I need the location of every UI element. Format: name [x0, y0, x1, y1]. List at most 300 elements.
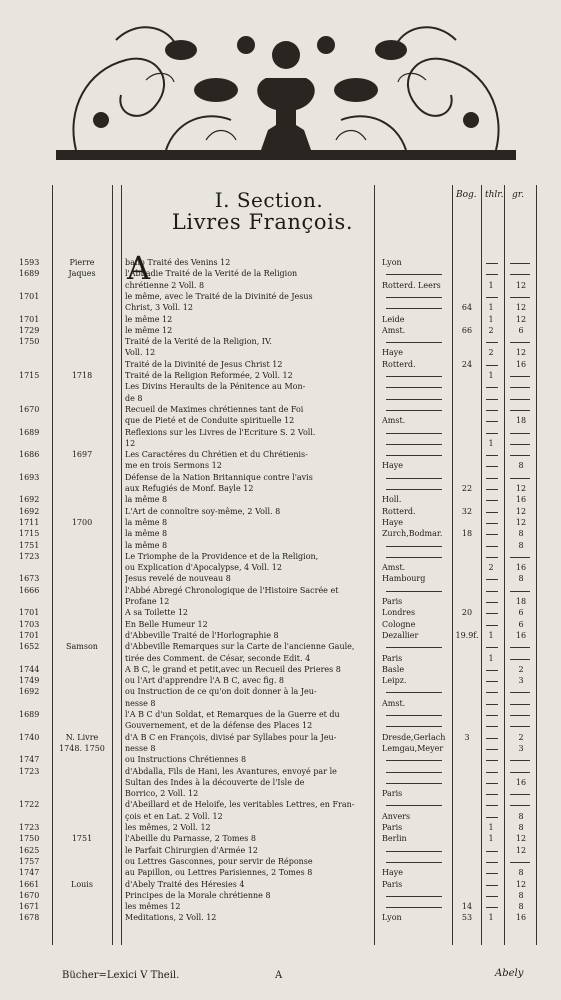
entry-bog: 18: [461, 529, 473, 539]
entry-year: 1652: [19, 642, 40, 652]
entry-gr: 3: [518, 676, 524, 686]
entry-thlr: 1: [488, 438, 494, 448]
entry-year: 1692: [19, 506, 40, 516]
empty-place-rule: [386, 433, 442, 434]
empty-thlr-rule: [486, 873, 498, 874]
entry-title: çois et en Lat. 2 Voll. 12: [125, 811, 223, 821]
entry-title: le Parfait Chirurgien d'Armée 12: [125, 845, 258, 855]
empty-thlr-rule: [486, 546, 498, 547]
entry-year: 1747: [19, 755, 40, 765]
empty-price-rule: [510, 410, 530, 411]
empty-price-rule: [510, 263, 530, 264]
empty-place-rule: [386, 692, 442, 693]
drop-cap: A: [127, 249, 151, 287]
entry-author: 1718: [71, 371, 93, 380]
entry-title: tirée des Comment. de César, seconde Edit. 4: [125, 653, 311, 663]
entry-title: Profane 12: [125, 597, 170, 606]
entry-title: ou Lettres Gasconnes, pour servir de Réponse: [125, 856, 313, 866]
entry-bog: 19.9f.: [455, 630, 479, 640]
entry-gr: 12: [515, 484, 527, 493]
empty-place-rule: [386, 489, 442, 490]
entry-place: Dezallier: [382, 630, 419, 640]
entry-gr: 12: [515, 348, 527, 358]
entry-title: de 8: [125, 393, 143, 403]
empty-price-rule: [510, 433, 530, 434]
empty-price-rule: [510, 715, 530, 716]
entry-title: le même 12: [125, 325, 173, 335]
entry-title: les mêmes, 2 Voll. 12: [125, 823, 211, 832]
entry-place: Rotterd. Leers: [382, 280, 441, 290]
entry-thlr: 1: [488, 913, 494, 923]
entry-place: Rotterd.: [382, 506, 416, 516]
empty-place-rule: [386, 783, 442, 784]
entry-year: 1711: [19, 517, 40, 527]
empty-place-rule: [386, 455, 442, 456]
empty-thlr-rule: [486, 726, 498, 727]
entry-title: Reflexions sur les Livres de l'Ecriture S. 2 Voll.: [125, 427, 316, 437]
entry-place: Paris: [382, 879, 403, 889]
entry-thlr: 1: [488, 371, 494, 380]
entry-title: Traité de la Verité de la Religion, IV.: [125, 337, 272, 347]
entry-gr: 18: [515, 597, 527, 606]
entry-gr: 12: [515, 280, 527, 290]
entry-year: 1751: [19, 540, 40, 550]
empty-place-rule: [386, 557, 442, 558]
entry-gr: 8: [518, 461, 524, 471]
entry-title: Les Divins Heraults de la Pénitence au Mon-: [125, 382, 306, 392]
empty-place-rule: [386, 591, 442, 592]
empty-thlr-rule: [486, 421, 498, 422]
entry-thlr: 1: [488, 823, 494, 832]
entry-year: 1740: [19, 732, 40, 742]
entry-gr: 12: [515, 314, 527, 324]
entry-title: En Belle Humeur 12: [125, 619, 208, 629]
entry-title: A B C, le grand et petit,avec un Recueil des Prieres 8: [125, 664, 341, 674]
empty-thlr-rule: [486, 534, 498, 535]
entry-place: Haye: [382, 517, 403, 527]
empty-thlr-rule: [486, 670, 498, 671]
entry-author: 1697: [71, 450, 93, 460]
entry-place: Paris: [382, 597, 403, 606]
entry-thlr: 1: [488, 314, 494, 324]
empty-thlr-rule: [486, 783, 498, 784]
entry-title: Borrico, 2 Voll. 12: [125, 789, 199, 799]
entry-gr: 16: [515, 563, 527, 573]
empty-price-rule: [510, 444, 530, 445]
entry-title: aux Refugiés de Monf. Bayle 12: [125, 484, 254, 493]
entry-title: d'Abdalla, Fils de Hani, les Avantures, envoyé par le: [125, 766, 337, 776]
empty-place-rule: [386, 726, 442, 727]
empty-thlr-rule: [486, 579, 498, 580]
empty-price-rule: [510, 772, 530, 773]
entry-gr: 2: [518, 664, 524, 674]
entry-place: Holl.: [382, 495, 402, 505]
empty-thlr-rule: [486, 896, 498, 897]
entry-title: Défense de la Nation Britannique contre l'avis: [125, 472, 313, 482]
col-header-gr: gr.: [512, 190, 524, 200]
entry-gr: 12: [515, 845, 527, 855]
entry-title: que de Pieté et de Conduite spirituelle 12: [125, 416, 295, 426]
entry-thlr: 2: [488, 325, 494, 335]
empty-thlr-rule: [486, 274, 498, 275]
empty-price-rule: [510, 557, 530, 558]
entry-gr: 16: [515, 495, 527, 505]
empty-price-rule: [510, 342, 530, 343]
entry-author: Pierre: [69, 258, 95, 267]
empty-place-rule: [386, 896, 442, 897]
empty-thlr-rule: [486, 715, 498, 716]
entry-year: 1693: [19, 472, 40, 482]
entry-title: Jesus revelé de nouveau 8: [125, 574, 231, 584]
entry-year: 1747: [19, 868, 40, 878]
entry-year: 1670: [19, 404, 40, 414]
entry-gr: 8: [518, 890, 524, 900]
entry-year: 1689: [19, 427, 40, 437]
entry-title: Voll. 12: [125, 348, 156, 358]
entry-place: Haye: [382, 348, 403, 358]
entry-place: Leipz.: [382, 676, 407, 686]
empty-price-rule: [510, 274, 530, 275]
empty-thlr-rule: [486, 602, 498, 603]
entry-title: l'Abbé Abregé Chronologique de l'Histoire Sacrée et: [125, 585, 339, 595]
entry-author: N. Livre: [65, 732, 99, 742]
entry-title: les mêmes 12: [125, 902, 181, 912]
entry-title: d'A B C en François, divisé par Syllabes pour la Jeu-: [125, 732, 337, 742]
empty-thlr-rule: [486, 760, 498, 761]
empty-thlr-rule: [486, 885, 498, 886]
entry-bog: 32: [461, 506, 473, 516]
col-header-bog: Bog.: [456, 190, 477, 200]
entry-gr: 8: [518, 529, 524, 539]
entry-place: Cologne: [382, 619, 416, 629]
entry-gr: 8: [518, 540, 524, 550]
empty-thlr-rule: [486, 681, 498, 682]
empty-thlr-rule: [486, 851, 498, 852]
entry-gr: 3: [518, 743, 524, 753]
empty-thlr-rule: [486, 862, 498, 863]
empty-thlr-rule: [486, 625, 498, 626]
empty-price-rule: [510, 659, 530, 660]
section-title: I. Section.: [214, 188, 324, 212]
empty-thlr-rule: [486, 805, 498, 806]
entry-title: nesse 8: [125, 698, 156, 708]
empty-price-rule: [510, 478, 530, 479]
entry-gr: 6: [518, 619, 524, 629]
entry-author: 1748. 1750: [59, 743, 105, 753]
entry-title: la même 8: [125, 517, 168, 527]
entry-place: Londres: [382, 608, 416, 618]
col-header-thlr: thlr.: [485, 190, 504, 200]
entry-bog: 53: [461, 913, 473, 923]
entry-title: ou Instruction de ce qu'on doit donner à la Jeu-: [125, 687, 317, 697]
entry-title: d'Abely Traité des Héresies 4: [125, 879, 245, 889]
empty-thlr-rule: [486, 794, 498, 795]
entry-bog: 24: [461, 359, 473, 369]
empty-thlr-rule: [486, 907, 498, 908]
empty-price-rule: [510, 760, 530, 761]
entry-title: Sultan des Indes à la découverte de l'Isle de: [125, 777, 305, 787]
empty-price-rule: [510, 455, 530, 456]
entry-gr: 12: [515, 834, 527, 844]
entry-year: 1661: [19, 879, 40, 889]
entry-gr: 8: [518, 902, 524, 912]
empty-thlr-rule: [486, 500, 498, 501]
entry-title: Traité de la Divinité de Jesus Christ 12: [125, 359, 283, 369]
empty-place-rule: [386, 805, 442, 806]
empty-price-rule: [510, 591, 530, 592]
entry-place: Lemgau,Meyer: [382, 743, 444, 753]
empty-thlr-rule: [486, 557, 498, 558]
entry-year: 1723: [19, 551, 40, 561]
entry-place: Paris: [382, 823, 403, 832]
entry-title: nesse 8: [125, 743, 156, 753]
entry-year: 1625: [19, 845, 40, 855]
footer-signature: Bücher=Lexici V Theil.: [62, 970, 180, 981]
entry-author: 1751: [71, 834, 93, 844]
entry-year: 1701: [19, 291, 40, 301]
entry-year: 1723: [19, 766, 40, 776]
empty-price-rule: [510, 805, 530, 806]
entry-author: Samson: [66, 642, 98, 652]
entry-author: Jaques: [68, 269, 96, 279]
empty-price-rule: [510, 647, 530, 648]
entry-gr: 16: [515, 913, 527, 923]
entry-gr: 8: [518, 868, 524, 878]
entry-title: ou Explication d'Apocalypse, 4 Voll. 12: [125, 563, 282, 573]
empty-place-rule: [386, 444, 442, 445]
empty-thlr-rule: [486, 433, 498, 434]
empty-place-rule: [386, 851, 442, 852]
entry-year: 1692: [19, 687, 40, 697]
entry-place: Paris: [382, 653, 403, 663]
entry-year: 1673: [19, 574, 40, 584]
entry-year: 1744: [19, 664, 40, 674]
empty-thlr-rule: [486, 523, 498, 524]
entry-thlr: 1: [488, 653, 494, 663]
entry-gr: 12: [515, 517, 527, 527]
empty-thlr-rule: [486, 489, 498, 490]
empty-thlr-rule: [486, 263, 498, 264]
entry-year: 1686: [19, 450, 40, 460]
entry-place: Zurch,Bodmar.: [382, 529, 443, 539]
entry-year: 1722: [19, 800, 40, 810]
empty-price-rule: [510, 726, 530, 727]
entry-gr: 12: [515, 879, 527, 889]
entry-place: Anvers: [382, 811, 411, 821]
entry-author: 1700: [71, 517, 93, 527]
entry-year: 1670: [19, 890, 40, 900]
entry-year: 1757: [19, 856, 40, 866]
entry-title: l'A B C d'un Soldat, et Remarques de la Guerre et du: [125, 710, 340, 719]
empty-thlr-rule: [486, 297, 498, 298]
entry-gr: 8: [518, 823, 524, 832]
entry-year: 1689: [19, 269, 40, 279]
entry-gr: 6: [518, 608, 524, 618]
empty-place-rule: [386, 760, 442, 761]
entry-title: la même 8: [125, 540, 168, 550]
entry-place: Paris: [382, 789, 403, 799]
empty-price-rule: [510, 399, 530, 400]
empty-place-rule: [386, 342, 442, 343]
entry-bog: 20: [461, 608, 473, 618]
empty-place-rule: [386, 297, 442, 298]
entry-title: Traité de la Religion Reformée, 2 Voll. 12: [125, 371, 293, 380]
empty-price-rule: [510, 704, 530, 705]
entry-year: 1678: [19, 913, 40, 923]
entry-title: la même 8: [125, 495, 168, 505]
empty-place-rule: [386, 399, 442, 400]
entry-gr: 8: [518, 811, 524, 821]
empty-price-rule: [510, 692, 530, 693]
entry-year: 1666: [19, 585, 40, 595]
entry-place: Basle: [382, 664, 405, 674]
footer-catchword: Abely: [495, 968, 524, 979]
entry-thlr: 1: [488, 303, 494, 313]
empty-thlr-rule: [486, 466, 498, 467]
empty-place-rule: [386, 387, 442, 388]
entry-gr: 12: [515, 303, 527, 313]
entry-year: 1701: [19, 314, 40, 324]
empty-place-rule: [386, 478, 442, 479]
empty-thlr-rule: [486, 772, 498, 773]
empty-price-rule: [510, 387, 530, 388]
entry-year: 1701: [19, 608, 40, 618]
empty-place-rule: [386, 376, 442, 377]
entry-gr: 12: [515, 506, 527, 516]
entry-thlr: 1: [488, 834, 494, 844]
entry-year: 1689: [19, 710, 40, 719]
entry-gr: 16: [515, 630, 527, 640]
entry-title: Les Caractéres du Chrétien et du Chrétienis-: [125, 450, 308, 460]
entry-title: le même 12: [125, 314, 173, 324]
entry-thlr: 2: [488, 563, 494, 573]
empty-price-rule: [510, 862, 530, 863]
entry-gr: 16: [515, 359, 527, 369]
empty-thlr-rule: [486, 749, 498, 750]
entry-place: Hambourg: [382, 574, 426, 584]
empty-place-rule: [386, 862, 442, 863]
entry-title: l'Abbadie Traité de la Verité de la Religion: [125, 269, 298, 279]
entry-title: me en trois Sermons 12: [125, 461, 222, 471]
empty-thlr-rule: [486, 512, 498, 513]
entry-place: Berlin: [382, 834, 407, 844]
entry-year: 1729: [19, 325, 40, 335]
entry-title: ou Instructions Chrétiennes 8: [125, 755, 247, 765]
empty-price-rule: [510, 794, 530, 795]
entry-bog: 22: [461, 484, 473, 493]
empty-thlr-rule: [486, 387, 498, 388]
empty-thlr-rule: [486, 478, 498, 479]
entry-year: 1593: [19, 258, 40, 267]
entry-thlr: 2: [488, 348, 494, 358]
empty-place-rule: [386, 308, 442, 309]
entry-year: 1715: [19, 371, 40, 380]
entry-title: chrétienne 2 Voll. 8: [125, 280, 205, 290]
entry-thlr: 1: [488, 630, 494, 640]
entry-year: 1723: [19, 823, 40, 832]
entry-bog: 14: [461, 902, 473, 912]
entry-title: d'Abeillard et de Heloife, les veritables Lettres, en Fran-: [125, 800, 355, 810]
empty-thlr-rule: [486, 738, 498, 739]
entry-bog: 3: [464, 732, 470, 742]
entry-author: Louis: [71, 879, 93, 889]
empty-thlr-rule: [486, 410, 498, 411]
empty-thlr-rule: [486, 342, 498, 343]
entry-place: Amst.: [382, 416, 406, 426]
entry-title: le même, avec le Traité de la Divinité de Jesus: [125, 291, 313, 301]
entry-bog: 64: [461, 303, 473, 313]
empty-price-rule: [510, 376, 530, 377]
empty-thlr-rule: [486, 704, 498, 705]
entry-year: 1692: [19, 495, 40, 505]
entry-year: 1703: [19, 619, 40, 629]
footer-page-mark: A: [275, 970, 283, 981]
entry-year: 1749: [19, 676, 40, 686]
entry-title: Christ, 3 Voll. 12: [125, 303, 193, 313]
empty-thlr-rule: [486, 817, 498, 818]
entry-place: Amst.: [382, 563, 406, 573]
entry-gr: 16: [515, 777, 527, 787]
entry-year: 1750: [19, 337, 40, 347]
section-subtitle: Livres François.: [171, 210, 354, 234]
entry-place: Amst.: [382, 698, 406, 708]
empty-thlr-rule: [486, 613, 498, 614]
empty-price-rule: [510, 297, 530, 298]
entry-title: d'Abbeville Remarques sur la Carte de l'ancienne Gaule,: [125, 642, 355, 652]
empty-place-rule: [386, 772, 442, 773]
empty-thlr-rule: [486, 399, 498, 400]
entry-place: Dresde,Gerlach: [382, 732, 446, 742]
entry-title: Meditations, 2 Voll. 12: [125, 913, 217, 923]
entry-title: ou l'Art d'apprendre l'A B C, avec fig. 8: [125, 676, 284, 686]
entry-place: Haye: [382, 461, 403, 471]
entry-place: Rotterd.: [382, 359, 416, 369]
empty-thlr-rule: [486, 591, 498, 592]
entry-title: Gouvernement, et de la défense des Places 12: [125, 721, 313, 731]
entry-title: l'Abeille du Parnasse, 2 Tomes 8: [125, 834, 256, 844]
entry-title: la même 8: [125, 529, 168, 539]
entry-place: Amst.: [382, 325, 406, 335]
entry-title: A sa Toilette 12: [125, 608, 189, 618]
entry-title: bano Traité des Venins 12: [125, 258, 231, 267]
entry-title: L'Art de connoître soy-même, 2 Voll. 8: [125, 506, 281, 516]
entry-gr: 2: [518, 732, 524, 742]
empty-place-rule: [386, 274, 442, 275]
entry-place: Leide: [382, 314, 405, 324]
empty-place-rule: [386, 410, 442, 411]
empty-place-rule: [386, 715, 442, 716]
empty-thlr-rule: [486, 647, 498, 648]
empty-thlr-rule: [486, 455, 498, 456]
entry-title: Recueil de Maximes chrétiennes tant de Foi: [125, 404, 304, 414]
entry-gr: 18: [515, 416, 527, 426]
entry-gr: 6: [518, 325, 524, 335]
entry-place: Lyon: [382, 258, 402, 267]
entry-thlr: 1: [488, 280, 494, 290]
empty-thlr-rule: [486, 365, 498, 366]
entry-year: 1715: [19, 529, 40, 539]
entry-title: d'Abbeville Traité de l'Horlographie 8: [125, 630, 279, 640]
entry-bog: 66: [461, 325, 473, 335]
entry-title: 12: [125, 438, 136, 448]
entry-year: 1750: [19, 834, 40, 844]
empty-place-rule: [386, 907, 442, 908]
entry-year: 1701: [19, 630, 40, 640]
entry-title: au Papillon, ou Lettres Parisiennes, 2 Tomes 8: [125, 868, 313, 878]
entry-gr: 8: [518, 574, 524, 584]
entry-title: Principes de la Morale chrétienne 8: [125, 890, 271, 900]
entry-year: 1671: [19, 902, 40, 912]
